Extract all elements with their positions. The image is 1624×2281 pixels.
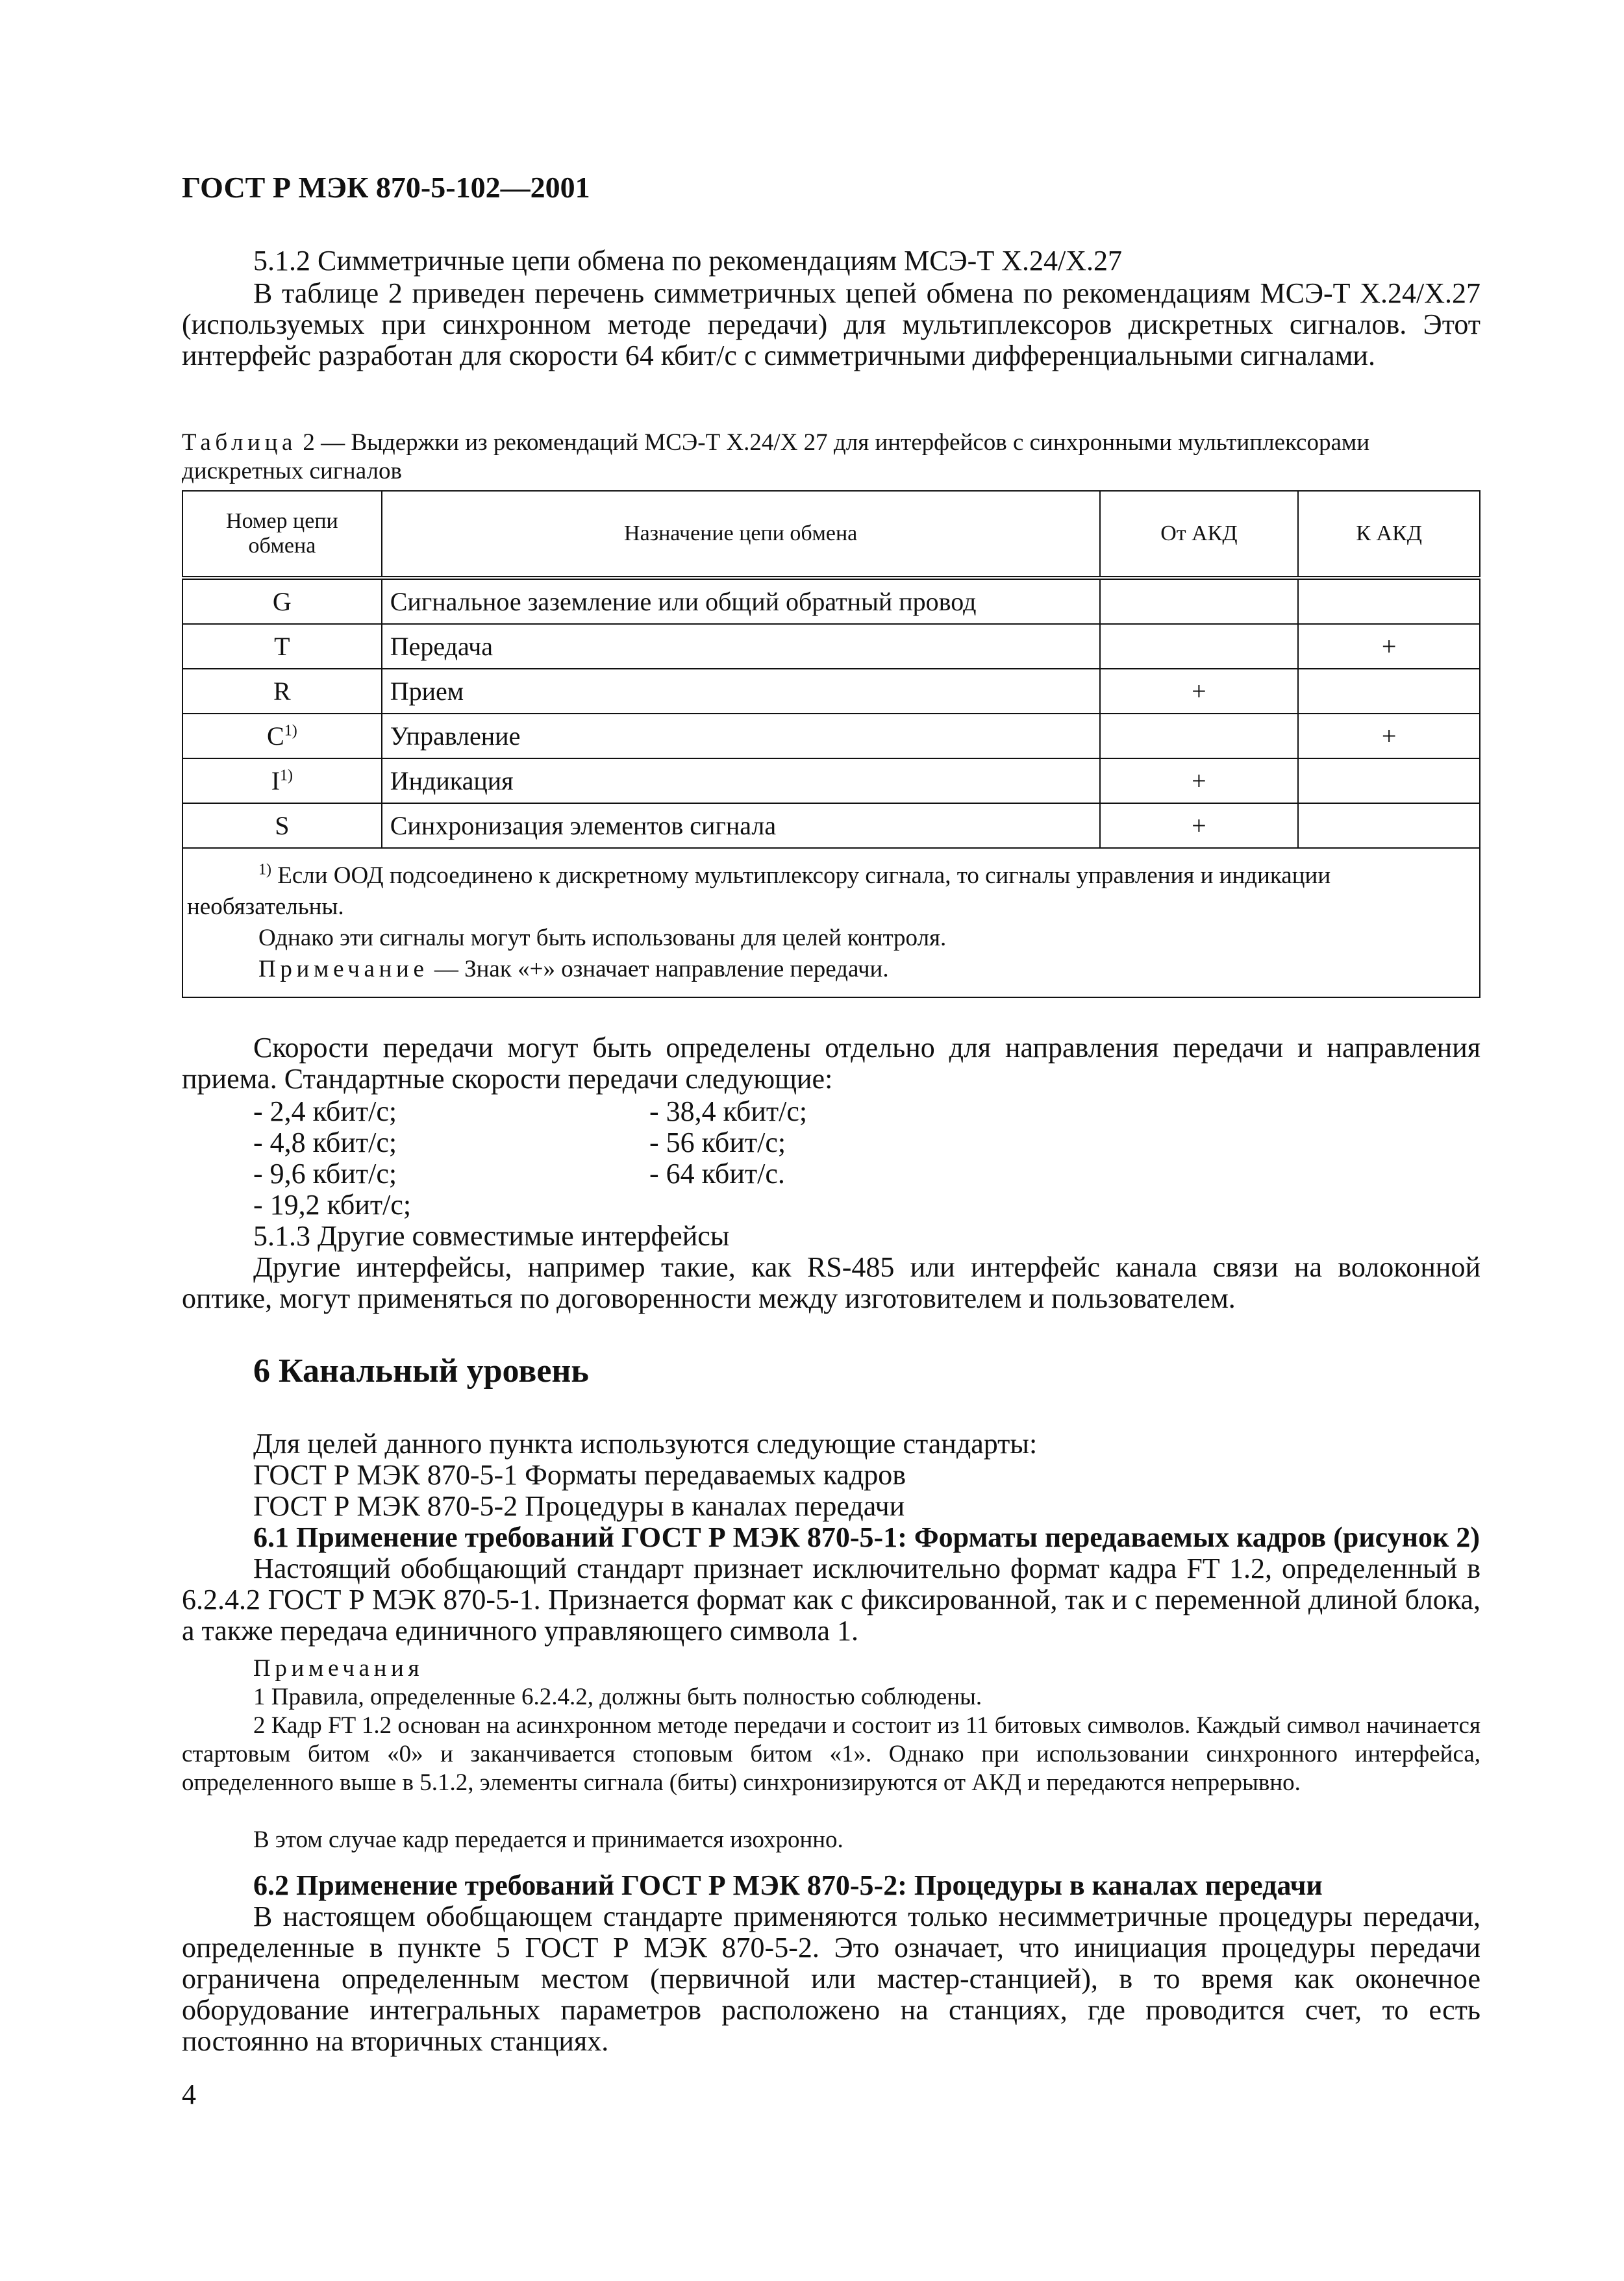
speed-item: - 38,4 кбит/с; <box>649 1095 808 1127</box>
table-row <box>182 758 1480 803</box>
circuit-code: I <box>271 766 281 795</box>
to-akd-mark: + <box>1298 624 1480 669</box>
footnote-ref: 1) <box>280 767 294 784</box>
to-akd-mark: + <box>1298 714 1480 758</box>
circuit-number <box>182 669 382 714</box>
section-6-heading: 6 Канальный уровень <box>253 1352 589 1390</box>
table-footnotes <box>182 848 1480 997</box>
column-header-from-akd: От АКД <box>1100 491 1299 578</box>
circuit-purpose: Управление <box>382 714 1100 758</box>
circuit-code: G <box>272 587 292 616</box>
section-5-1-2-text: В таблице 2 приведен перечень симметричных цепей обмена по рекомендациям МСЭ-Т Х.24/Х.27 (используемых при синхронном методе передачи) для мультиплексоров дискретных сигналов. Этот интерфейс разработан для скорости 64 кбит/с с симметричными дифференциальными сигналами. <box>182 277 1480 371</box>
circuit-number <box>182 758 382 803</box>
section-5-1-3-heading: 5.1.3 Другие совместимые интерфейсы <box>253 1220 730 1252</box>
footnote-1 <box>187 860 1475 923</box>
note-3: В этом случае кадр передается и принимается изохронно. <box>253 1826 843 1853</box>
circuit-code: R <box>273 677 291 706</box>
speed-item: - 19,2 кбит/с; <box>253 1189 412 1221</box>
table-2 <box>182 490 1480 998</box>
section-5-1-2-heading: 5.1.2 Симметричные цепи обмена по рекомендациям МСЭ-Т Х.24/Х.27 <box>253 245 1122 277</box>
circuit-number <box>182 624 382 669</box>
table-row <box>182 714 1480 758</box>
circuit-code: T <box>274 632 290 661</box>
table-row <box>182 578 1480 624</box>
footnote-ref: 1) <box>284 722 297 740</box>
circuit-purpose: Индикация <box>382 758 1100 803</box>
from-akd-mark <box>1100 578 1299 624</box>
footnote-1-text: Если ООД подсоединено к дискретному мультиплексору сигнала, то сигналы управления и индикации необязательны. <box>187 862 1331 920</box>
circuit-number <box>182 578 382 624</box>
circuit-code: C <box>267 721 284 751</box>
note-label: Примечание <box>258 956 429 982</box>
circuit-number <box>182 714 382 758</box>
speed-item: - 56 кбит/с; <box>649 1127 786 1158</box>
section-5-1-3-text: Другие интерфейсы, например такие, как RS-485 или интерфейс канала связи на волоконной оптике, могут применяться по договоренности между изготовителем и пользователем. <box>182 1251 1480 1314</box>
footnote-2: Однако эти сигналы могут быть использованы для целей контроля. <box>258 925 947 951</box>
section-6-1-text: Настоящий обобщающий стандарт признает исключительно формат кадра FT 1.2, определенный в 6.2.4.2 ГОСТ Р МЭК 870-5-1. Признается формат как с фиксированной, так и с переменной длиной блока, а также передача единичного управляющего символа 1. <box>182 1552 1480 1647</box>
circuit-purpose: Синхронизация элементов сигнала <box>382 803 1100 848</box>
to-akd-mark <box>1298 669 1480 714</box>
section-6-1-heading: 6.1 Применение требований ГОСТ Р МЭК 870-5-1: Форматы передаваемых кадров (рисунок 2) <box>253 1521 1480 1553</box>
table-note <box>187 954 1475 985</box>
from-akd-mark: + <box>1100 669 1299 714</box>
standard-item-1: ГОСТ Р МЭК 870-5-1 Форматы передаваемых кадров <box>253 1459 906 1491</box>
from-akd-mark: + <box>1100 758 1299 803</box>
from-akd-mark: + <box>1100 803 1299 848</box>
section-6-2-heading: 6.2 Применение требований ГОСТ Р МЭК 870-5-2: Процедуры в каналах передачи <box>253 1869 1323 1901</box>
circuit-code: S <box>275 811 290 840</box>
page-number: 4 <box>182 2078 196 2110</box>
table-caption-label: Таблица <box>182 429 297 456</box>
notes-label: Примечания <box>253 1655 424 1682</box>
footnote-mark: 1) <box>258 861 271 879</box>
table-row <box>182 669 1480 714</box>
speed-item: - 64 кбит/с. <box>649 1158 785 1190</box>
note-1: 1 Правила, определенные 6.2.4.2, должны быть полностью соблюдены. <box>253 1684 982 1710</box>
document-code-header: ГОСТ Р МЭК 870-5-102—2001 <box>182 171 590 204</box>
circuit-number <box>182 803 382 848</box>
note-text: — Знак «+» означает направление передачи. <box>428 956 889 982</box>
table-2-caption <box>182 429 1480 486</box>
speed-item: - 2,4 кбит/с; <box>253 1095 397 1127</box>
speed-item: - 9,6 кбит/с; <box>253 1158 397 1190</box>
note-2: 2 Кадр FT 1.2 основан на асинхронном методе передачи и состоит из 11 битовых символов. Каждый символ начинается стартовым битом «0» и заканчивается стоповым битом «1». Однако при использовании синхронного интерфейса, определенного выше в 5.1.2, элементы сигнала (биты) синхронизируются от АКД и передаются непрерывно. <box>182 1712 1480 1796</box>
from-akd-mark <box>1100 714 1299 758</box>
speed-item: - 4,8 кбит/с; <box>253 1127 397 1158</box>
to-akd-mark <box>1298 803 1480 848</box>
standard-item-2: ГОСТ Р МЭК 870-5-2 Процедуры в каналах передачи <box>253 1490 905 1522</box>
to-akd-mark <box>1298 578 1480 624</box>
table-header-row <box>182 491 1480 578</box>
section-6-intro: Для целей данного пункта используются следующие стандарты: <box>253 1428 1038 1460</box>
table-caption-text: 2 — Выдержки из рекомендаций МСЭ-Т Х.24/Х 27 для интерфейсов с синхронными мультиплексорами дискретных сигналов <box>182 429 1370 484</box>
speeds-intro: Скорости передачи могут быть определены отдельно для направления передачи и направления приема. Стандартные скорости передачи следующие: <box>182 1032 1480 1095</box>
table-row <box>182 624 1480 669</box>
table-footnote-row <box>182 848 1480 997</box>
column-header-to-akd: К АКД <box>1298 491 1480 578</box>
circuit-purpose: Прием <box>382 669 1100 714</box>
table-row <box>182 803 1480 848</box>
to-akd-mark <box>1298 758 1480 803</box>
column-header-purpose: Назначение цепи обмена <box>382 491 1100 578</box>
from-akd-mark <box>1100 624 1299 669</box>
circuit-purpose: Передача <box>382 624 1100 669</box>
circuit-purpose: Сигнальное заземление или общий обратный провод <box>382 578 1100 624</box>
column-header-circuit-number: Номер цепи обмена <box>182 491 382 578</box>
section-6-2-text: В настоящем обобщающем стандарте применяются только несимметричные процедуры передачи, определенные в пункте 5 ГОСТ Р МЭК 870-5-2. Это означает, что инициация процедуры передачи ограничена определенным местом (первичной или мастер-станцией), в то время как оконечное оборудование интегральных параметров расположено на станциях, где проводится счет, то есть постоянно на вторичных станциях. <box>182 1901 1480 2057</box>
